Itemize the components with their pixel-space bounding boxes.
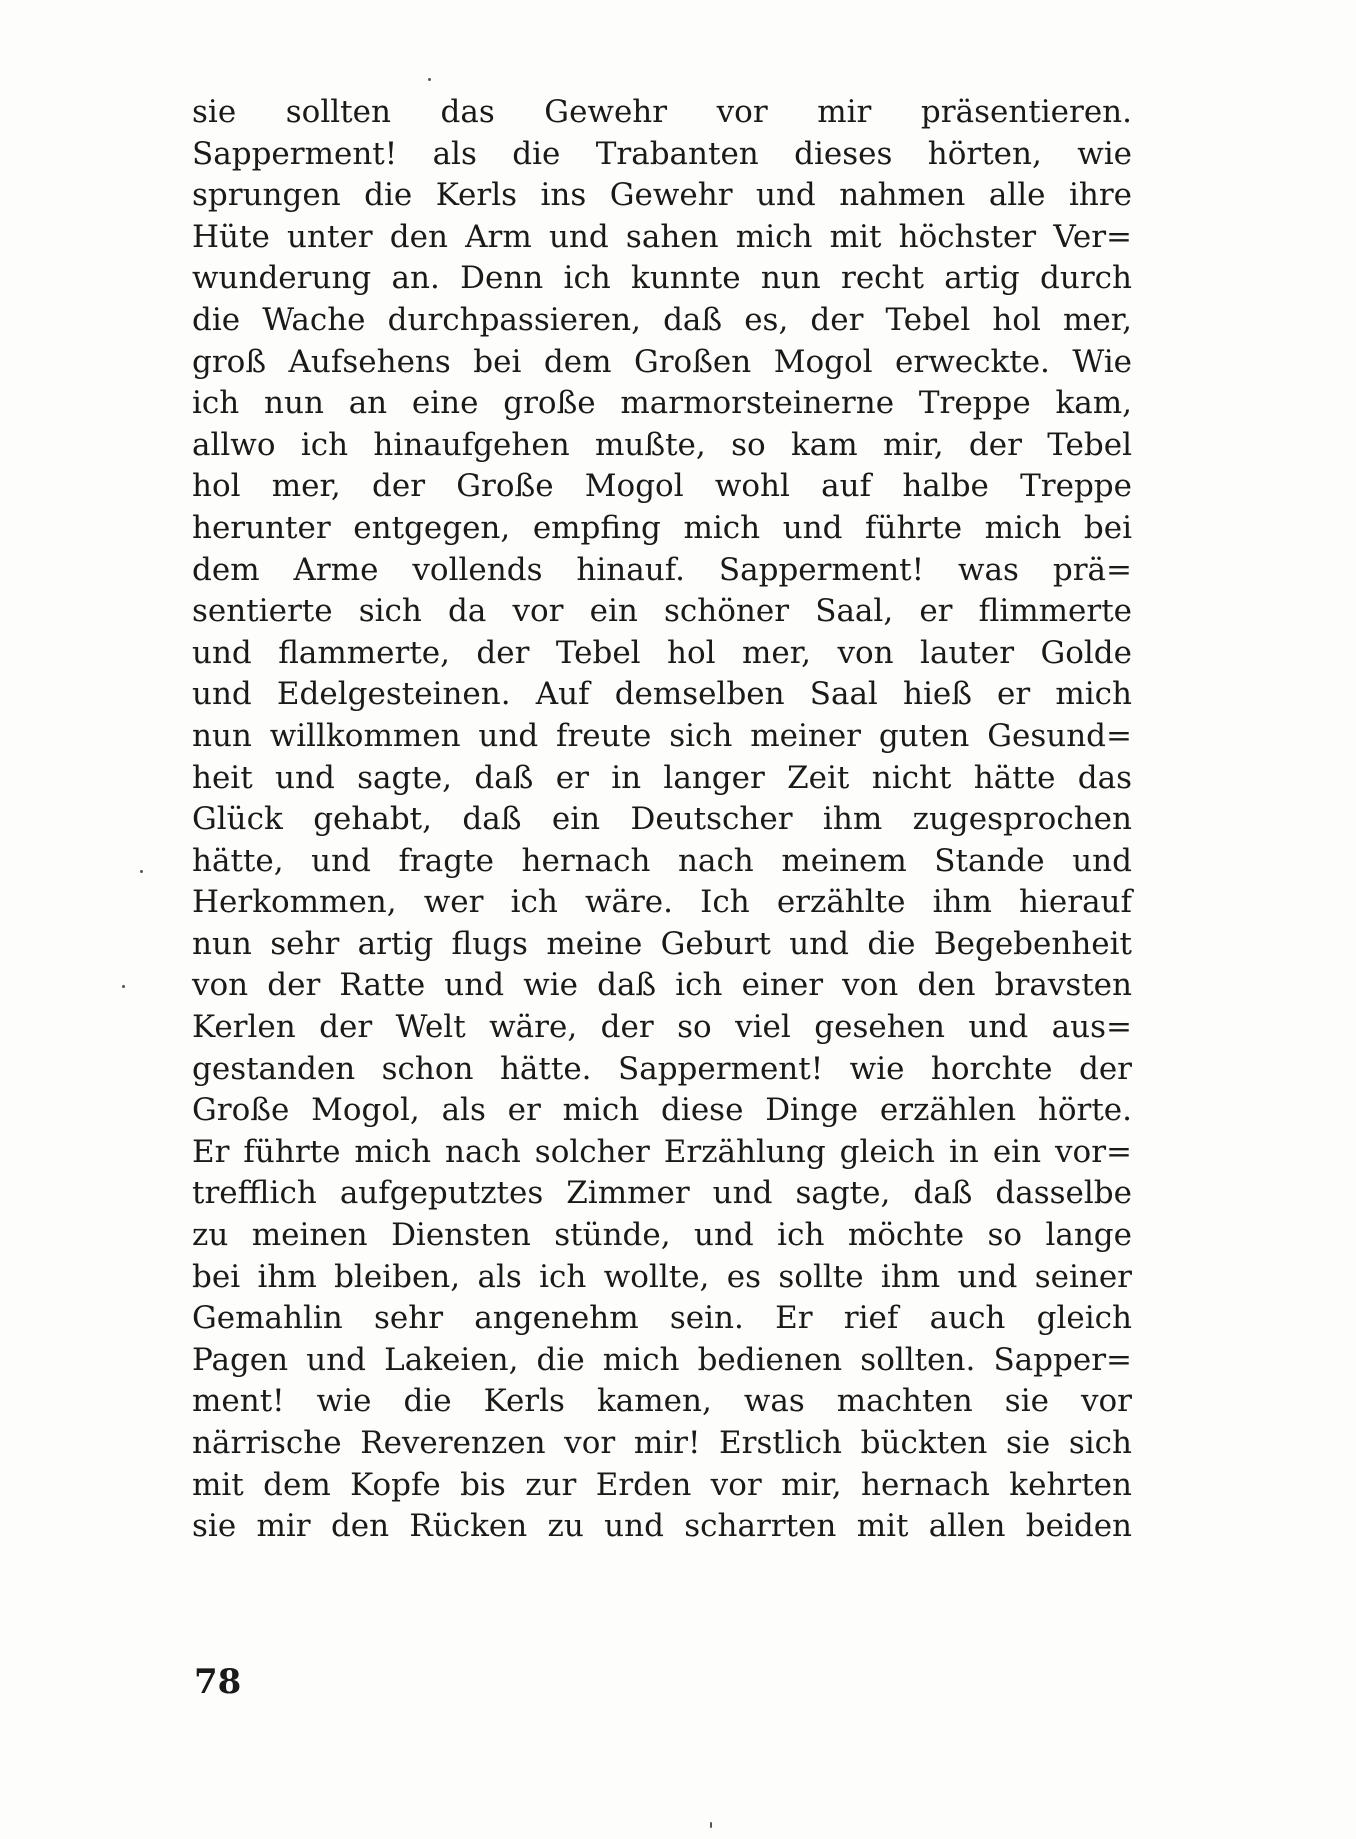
text-line: ment! wie die Kerls kamen, was machten sie vor [192,1383,1132,1420]
text-line: und Edelgesteinen. Auf demselben Saal hieß er mich [192,676,1132,713]
text-line: bei ihm bleiben, als ich wollte, es sollte ihm und seiner [192,1258,1132,1295]
text-line: gestanden schon hätte. Sapperment! wie horchte der [192,1050,1132,1087]
text-line: Sapperment! als die Trabanten dieses hörten, wie [192,135,1132,172]
text-line: ich nun an eine große marmorsteinerne Treppe kam, [192,385,1132,422]
text-line: mit dem Kopfe bis zur Erden vor mir, hernach kehrten [192,1466,1132,1503]
scan-speck [710,1822,712,1828]
text-line: Er führte mich nach solcher Erzählung gleich in ein vor= [192,1133,1132,1170]
text-line: sie sollten das Gewehr vor mir präsentieren. [192,94,1132,130]
text-line: Hüte unter den Arm und sahen mich mit höchster Ver= [192,218,1132,255]
scan-speck [140,870,143,873]
page-number: 78 [194,1662,242,1702]
text-line: nun sehr artig flugs meine Geburt und die Begebenheit [192,925,1132,962]
text-line: zu meinen Diensten stünde, und ich möchte so lange [192,1217,1132,1254]
scan-speck [122,985,125,988]
text-line: Große Mogol, als er mich diese Dinge erzählen hörte. [192,1092,1132,1129]
text-line: dem Arme vollends hinauf. Sapperment! was prä= [192,551,1132,588]
text-line: sie mir den Rücken zu und scharrten mit allen beiden [192,1508,1132,1545]
text-line: die Wache durchpassieren, daß es, der Tebel hol mer, [192,301,1132,338]
text-line: Gemahlin sehr angenehm sein. Er rief auch gleich [192,1300,1132,1337]
scan-speck [428,78,431,81]
text-line: heit und sagte, daß er in langer Zeit nicht hätte das [192,759,1132,796]
text-line: wunderung an. Denn ich kunnte nun recht artig durch [192,260,1132,297]
text-line: sentierte sich da vor ein schöner Saal, er flimmerte [192,593,1132,630]
text-line: allwo ich hinaufgehen mußte, so kam mir, der Tebel [192,426,1132,463]
text-line: nun willkommen und freute sich meiner guten Gesund= [192,717,1132,754]
text-line: hätte, und fragte hernach nach meinem Stande und [192,842,1132,879]
text-line: Kerlen der Welt wäre, der so viel gesehen und aus= [192,1009,1132,1046]
text-line: Glück gehabt, daß ein Deutscher ihm zugesprochen [192,801,1132,838]
text-line: Herkommen, wer ich wäre. Ich erzählte ihm hierauf [192,884,1132,921]
text-line: Pagen und Lakeien, die mich bedienen sollten. Sapper= [192,1341,1132,1378]
text-line: groß Aufsehens bei dem Großen Mogol erweckte. Wie [192,343,1132,380]
text-line: und flammerte, der Tebel hol mer, von lauter Golde [192,634,1132,671]
text-line: närrische Reverenzen vor mir! Erstlich bückten sie sich [192,1425,1132,1461]
text-line: hol mer, der Große Mogol wohl auf halbe Treppe [192,468,1132,505]
text-line: trefflich aufgeputztes Zimmer und sagte, daß dasselbe [192,1175,1132,1212]
text-line: sprungen die Kerls ins Gewehr und nahmen alle ihre [192,177,1132,214]
body-text [192,92,1132,1548]
text-line: von der Ratte und wie daß ich einer von den bravsten [192,967,1132,1004]
text-line: herunter entgegen, empfing mich und führte mich bei [192,509,1132,546]
